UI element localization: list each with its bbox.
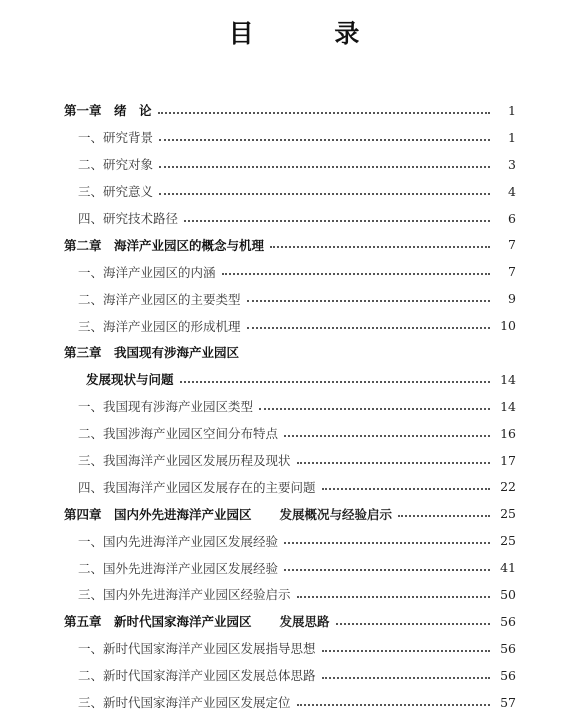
toc-label: 三、我国海洋产业园区发展历程及现状 <box>78 453 291 469</box>
dot-leader <box>284 568 490 571</box>
toc-section[interactable] <box>64 393 516 420</box>
toc-page-number: 1 <box>508 102 516 118</box>
toc-section[interactable] <box>64 151 516 178</box>
toc-page-number: 1 <box>508 129 516 145</box>
dot-leader <box>297 703 490 706</box>
toc-label: 第三章 我国现有涉海产业园区 <box>64 345 240 361</box>
toc-label: 四、我国海洋产业园区发展存在的主要问题 <box>78 479 316 495</box>
toc-label: 二、新时代国家海洋产业园区发展总体思路 <box>78 668 316 684</box>
toc-page-number: 22 <box>500 479 516 495</box>
dot-leader <box>398 514 490 517</box>
toc-page-number: 25 <box>500 506 516 522</box>
dot-leader <box>259 407 490 410</box>
toc-section[interactable] <box>64 554 516 581</box>
toc-label: 三、海洋产业园区的形成机理 <box>78 318 241 334</box>
toc-label: 四、研究技术路径 <box>78 211 179 226</box>
toc-label: 一、研究背景 <box>78 130 154 146</box>
toc-section[interactable] <box>64 258 516 285</box>
toc-section[interactable] <box>64 205 516 232</box>
toc-chapter-2[interactable] <box>64 231 516 258</box>
toc-page-number: 14 <box>500 398 516 414</box>
toc-chapter-3-continued[interactable] <box>64 366 516 393</box>
dot-leader <box>336 622 490 625</box>
toc-section[interactable] <box>64 447 516 474</box>
toc-label: 三、国内外先进海洋产业园区经验启示 <box>78 587 291 603</box>
toc-page-number: 7 <box>508 237 516 253</box>
table-of-contents <box>64 97 516 715</box>
toc-label: 一、海洋产业园区的内涵 <box>78 264 216 280</box>
toc-section[interactable] <box>64 178 516 205</box>
toc-section[interactable] <box>64 312 516 339</box>
toc-chapter-3[interactable] <box>64 339 516 366</box>
toc-page-number: 56 <box>500 667 516 683</box>
dot-leader <box>158 111 490 114</box>
dot-leader <box>322 487 490 490</box>
dot-leader <box>322 676 490 679</box>
page-title: 目 录 <box>228 19 396 48</box>
toc-label: 第二章 海洋产业园区的概念与机理 <box>64 237 265 253</box>
toc-label: 第一章 绪 论 <box>64 103 152 119</box>
toc-page-number: 9 <box>508 291 516 307</box>
toc-label: 二、国外先进海洋产业园区发展经验 <box>78 560 279 576</box>
toc-chapter-1[interactable] <box>64 97 516 124</box>
dot-leader <box>159 192 490 195</box>
toc-section[interactable] <box>64 124 516 151</box>
toc-page-number: 4 <box>508 183 516 199</box>
toc-page-number: 10 <box>500 318 516 334</box>
toc-label: 二、研究对象 <box>78 157 154 173</box>
toc-page-number: 3 <box>508 156 516 172</box>
dot-leader <box>180 380 490 383</box>
toc-section[interactable] <box>64 689 516 716</box>
toc-section[interactable] <box>64 285 516 312</box>
dot-leader <box>297 595 490 598</box>
toc-section[interactable] <box>64 581 516 608</box>
toc-section[interactable] <box>64 635 516 662</box>
dot-leader <box>184 219 490 222</box>
dot-leader <box>247 299 490 302</box>
dot-leader <box>247 326 490 329</box>
toc-section[interactable] <box>64 527 516 554</box>
dot-leader <box>297 461 490 464</box>
toc-page-number: 57 <box>500 694 516 710</box>
toc-page-number: 50 <box>500 586 516 602</box>
dot-leader <box>322 649 490 652</box>
toc-label: 第四章 国内外先进海洋产业园区 <box>64 506 252 522</box>
dot-leader <box>222 272 490 275</box>
toc-page-number: 6 <box>508 210 516 226</box>
toc-page-number: 25 <box>500 533 516 549</box>
toc-page-number: 14 <box>500 371 516 387</box>
toc-page-number: 56 <box>500 640 516 656</box>
toc-label: 三、新时代国家海洋产业园区发展定位 <box>78 695 291 711</box>
toc-label: 二、我国涉海产业园区空间分布特点 <box>78 426 279 442</box>
toc-label: 三、研究意义 <box>78 184 154 200</box>
toc-section[interactable] <box>64 420 516 447</box>
toc-chapter-5[interactable] <box>64 608 516 635</box>
toc-label: 一、我国现有涉海产业园区类型 <box>78 399 254 415</box>
toc-label: 一、国内先进海洋产业园区发展经验 <box>78 533 279 549</box>
dot-leader <box>159 165 490 168</box>
toc-label-continued: 发展思路 <box>279 614 330 630</box>
dot-leader <box>284 434 490 437</box>
toc-label: 二、海洋产业园区的主要类型 <box>78 291 241 307</box>
toc-page-number: 16 <box>500 425 516 441</box>
toc-label: 发展现状与问题 <box>86 372 174 388</box>
toc-label: 一、新时代国家海洋产业园区发展指导思想 <box>78 641 316 657</box>
toc-section[interactable] <box>64 473 516 500</box>
toc-page-number: 7 <box>508 264 516 280</box>
toc-page-number: 56 <box>500 613 516 629</box>
toc-chapter-4[interactable] <box>64 500 516 527</box>
toc-section[interactable] <box>64 662 516 689</box>
dot-leader <box>284 541 490 544</box>
dot-leader <box>159 138 490 141</box>
toc-page-number: 17 <box>500 452 516 468</box>
toc-label: 第五章 新时代国家海洋产业园区 <box>64 614 252 630</box>
toc-label-continued: 发展概况与经验启示 <box>279 506 393 522</box>
dot-leader <box>270 245 490 248</box>
toc-page-number: 41 <box>500 560 516 576</box>
